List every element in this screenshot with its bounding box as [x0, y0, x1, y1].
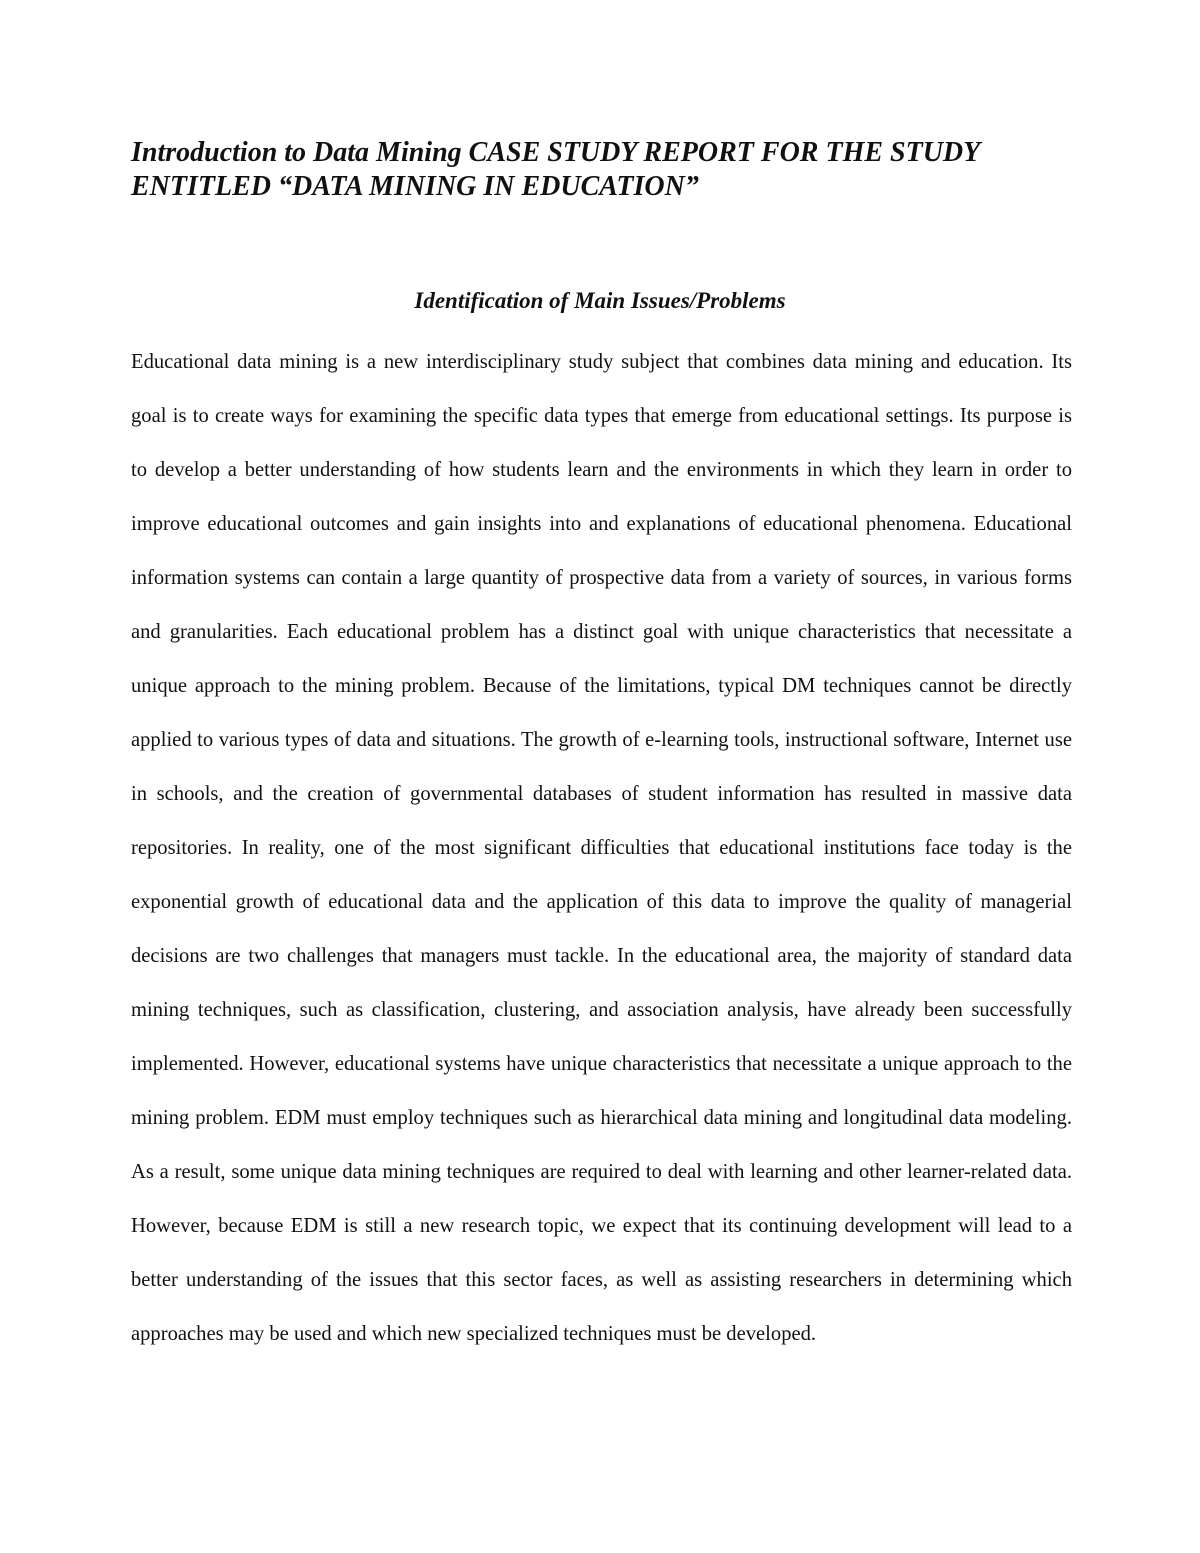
body-paragraph: Educational data mining is a new interdisciplinary study subject that combines data mining and education. Its goal is to create ways for examining the specific data types that emerge from educational settings. Its purpose is to develop a better understanding of how students learn and the environments in which they learn in order to improve educational outcomes and gain insights into and explanations of educational phenomena. Educational information systems can contain a large quantity of prospective data from a variety of sources, in various forms and granularities. Each educational problem has a distinct goal with unique characteristics that necessitate a unique approach to the mining problem. Because of the limitations, typical DM techniques cannot be directly applied to various types of data and situations. The growth of e-learning tools, instructional software, Internet use in schools, and the creation of governmental databases of student information has resulted in massive data repositories. In reality, one of the most significant difficulties that educational institutions face today is the exponential growth of educational data and the application of this data to improve the quality of managerial decisions are two challenges that managers must tackle. In the educational area, the majority of standard data mining techniques, such as classification, clustering, and association analysis, have already been successfully implemented. However, educational systems have unique characteristics that necessitate a unique approach to the mining problem. EDM must employ techniques such as hierarchical data mining and longitudinal data modeling. As a result, some unique data mining techniques are required to deal with learning and other learner-related data. However, because EDM is still a new research topic, we expect that its continuing development will lead to a better understanding of the issues that this sector faces, as well as assisting researchers in determining which approaches may be used and which new specialized techniques must be developed. — [131, 351, 1072, 1345]
document-title: Introduction to Data Mining CASE STUDY REPORT FOR THE STUDY ENTITLED “DATA MINING IN EDUCATION” — [131, 137, 980, 202]
section-heading: Identification of Main Issues/Problems — [414, 288, 786, 313]
